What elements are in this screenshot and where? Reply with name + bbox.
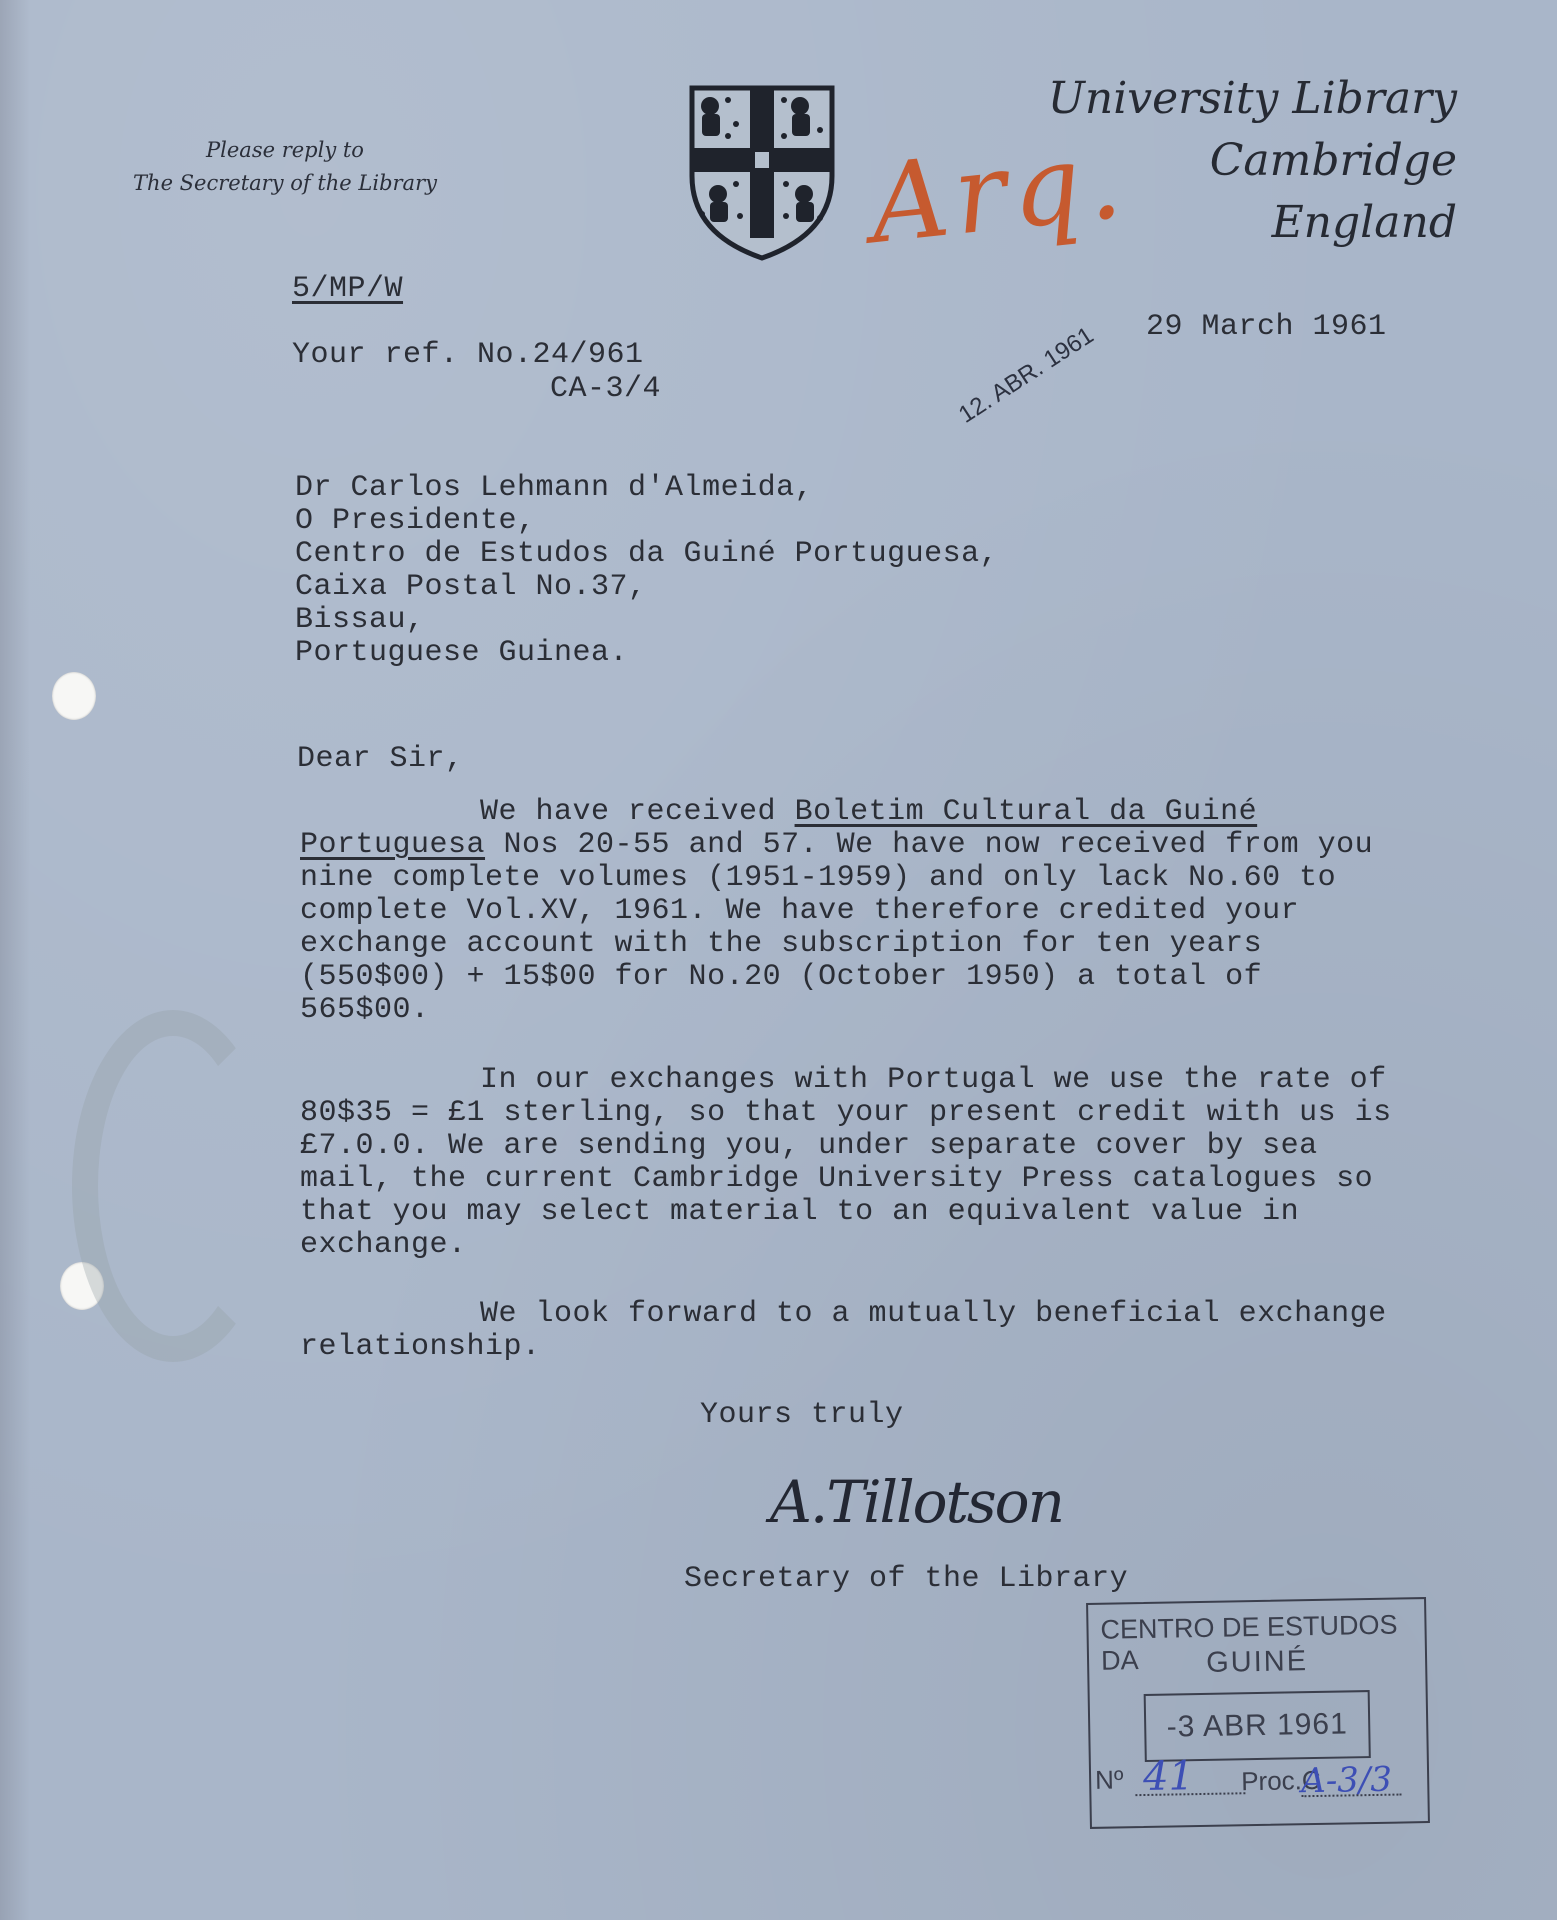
stamp-date: -3 ABR 1961: [1144, 1690, 1371, 1762]
punch-hole-top: [52, 672, 96, 720]
reply-line-2: The Secretary of the Library: [133, 171, 437, 195]
stamp-number-label: Nº: [1094, 1764, 1124, 1795]
paragraph-2-text: In our exchanges with Portugal we use the rate of 80$35 = £1 sterling, so that your present credit with us is £7.0.0. We are sending you, under separate cover by sea mail, the current Cambridge University Press catalogues so that you may select material to an equivalent value in exchange.: [300, 1063, 1392, 1262]
handwritten-signature: A.Tillotson: [770, 1468, 1063, 1536]
address-line: Portuguese Guinea.: [295, 636, 629, 670]
paper-edge-shadow: [0, 0, 30, 1920]
address-line: Caixa Postal No.37,: [295, 570, 647, 604]
letter-date: 29 March 1961: [1146, 310, 1387, 344]
address-line: Centro de Estudos da Guiné Portuguesa,: [295, 537, 999, 571]
letterhead-line-3: England: [1271, 197, 1457, 248]
paragraph-3-text: We look forward to a mutually beneficial exchange relationship.: [300, 1297, 1387, 1364]
recipient-address: [295, 472, 998, 670]
signer-title: Secretary of the Library: [684, 1562, 1129, 1596]
stamp-number-value: 41: [1142, 1753, 1195, 1801]
body-paragraph-3: [300, 1298, 1410, 1364]
publication-title: Boletim Cultural da Guiné Portuguesa: [300, 795, 1258, 862]
address-line: O Presidente,: [295, 504, 536, 538]
valediction: Yours truly: [700, 1398, 904, 1432]
body-paragraph-2: [300, 1064, 1410, 1262]
reply-instruction: [120, 134, 450, 200]
stamp-process-value: A-3/3: [1300, 1759, 1393, 1802]
university-crest-icon: [688, 84, 836, 262]
stamp-process-label: Proc.C: [1240, 1764, 1321, 1797]
address-line: Dr Carlos Lehmann d'Almeida,: [295, 471, 814, 505]
stamp-org-line-1: CENTRO DE ESTUDOS DA: [1100, 1609, 1398, 1676]
received-date-stamp: 12. ABR. 1961: [954, 321, 1099, 429]
address-line: Bissau,: [295, 603, 425, 637]
letterhead-line-2: Cambridge: [1209, 135, 1457, 186]
paragraph-1-lead: We have received: [480, 795, 795, 829]
archive-stamp: [1086, 1597, 1430, 1829]
show-through-mark: [72, 1010, 274, 1362]
reply-line-1: Please reply to: [206, 138, 364, 162]
paragraph-1-rest: Nos 20-55 and 57. We have now received from you nine complete volumes (1951-1959) and only lack No.60 to complete Vol.XV, 1961. We have therefore credited your exchange account with the subscription for ten years (550$00) + 15$00 for No.20 (October 1950) a total of 565$00.: [300, 828, 1374, 1027]
stamp-org-line-2: GUINÉ: [1205, 1645, 1309, 1679]
handwritten-annotation: Arq.: [864, 116, 1133, 269]
our-reference: 5/MP/W: [292, 272, 404, 306]
your-reference-line-1: Your ref. No.24/961: [292, 338, 644, 372]
body-paragraph-1: [300, 796, 1410, 1027]
letterhead-line-1: University Library: [1047, 73, 1457, 124]
your-reference-line-2: CA-3/4: [550, 372, 662, 406]
salutation: Dear Sir,: [297, 742, 464, 776]
